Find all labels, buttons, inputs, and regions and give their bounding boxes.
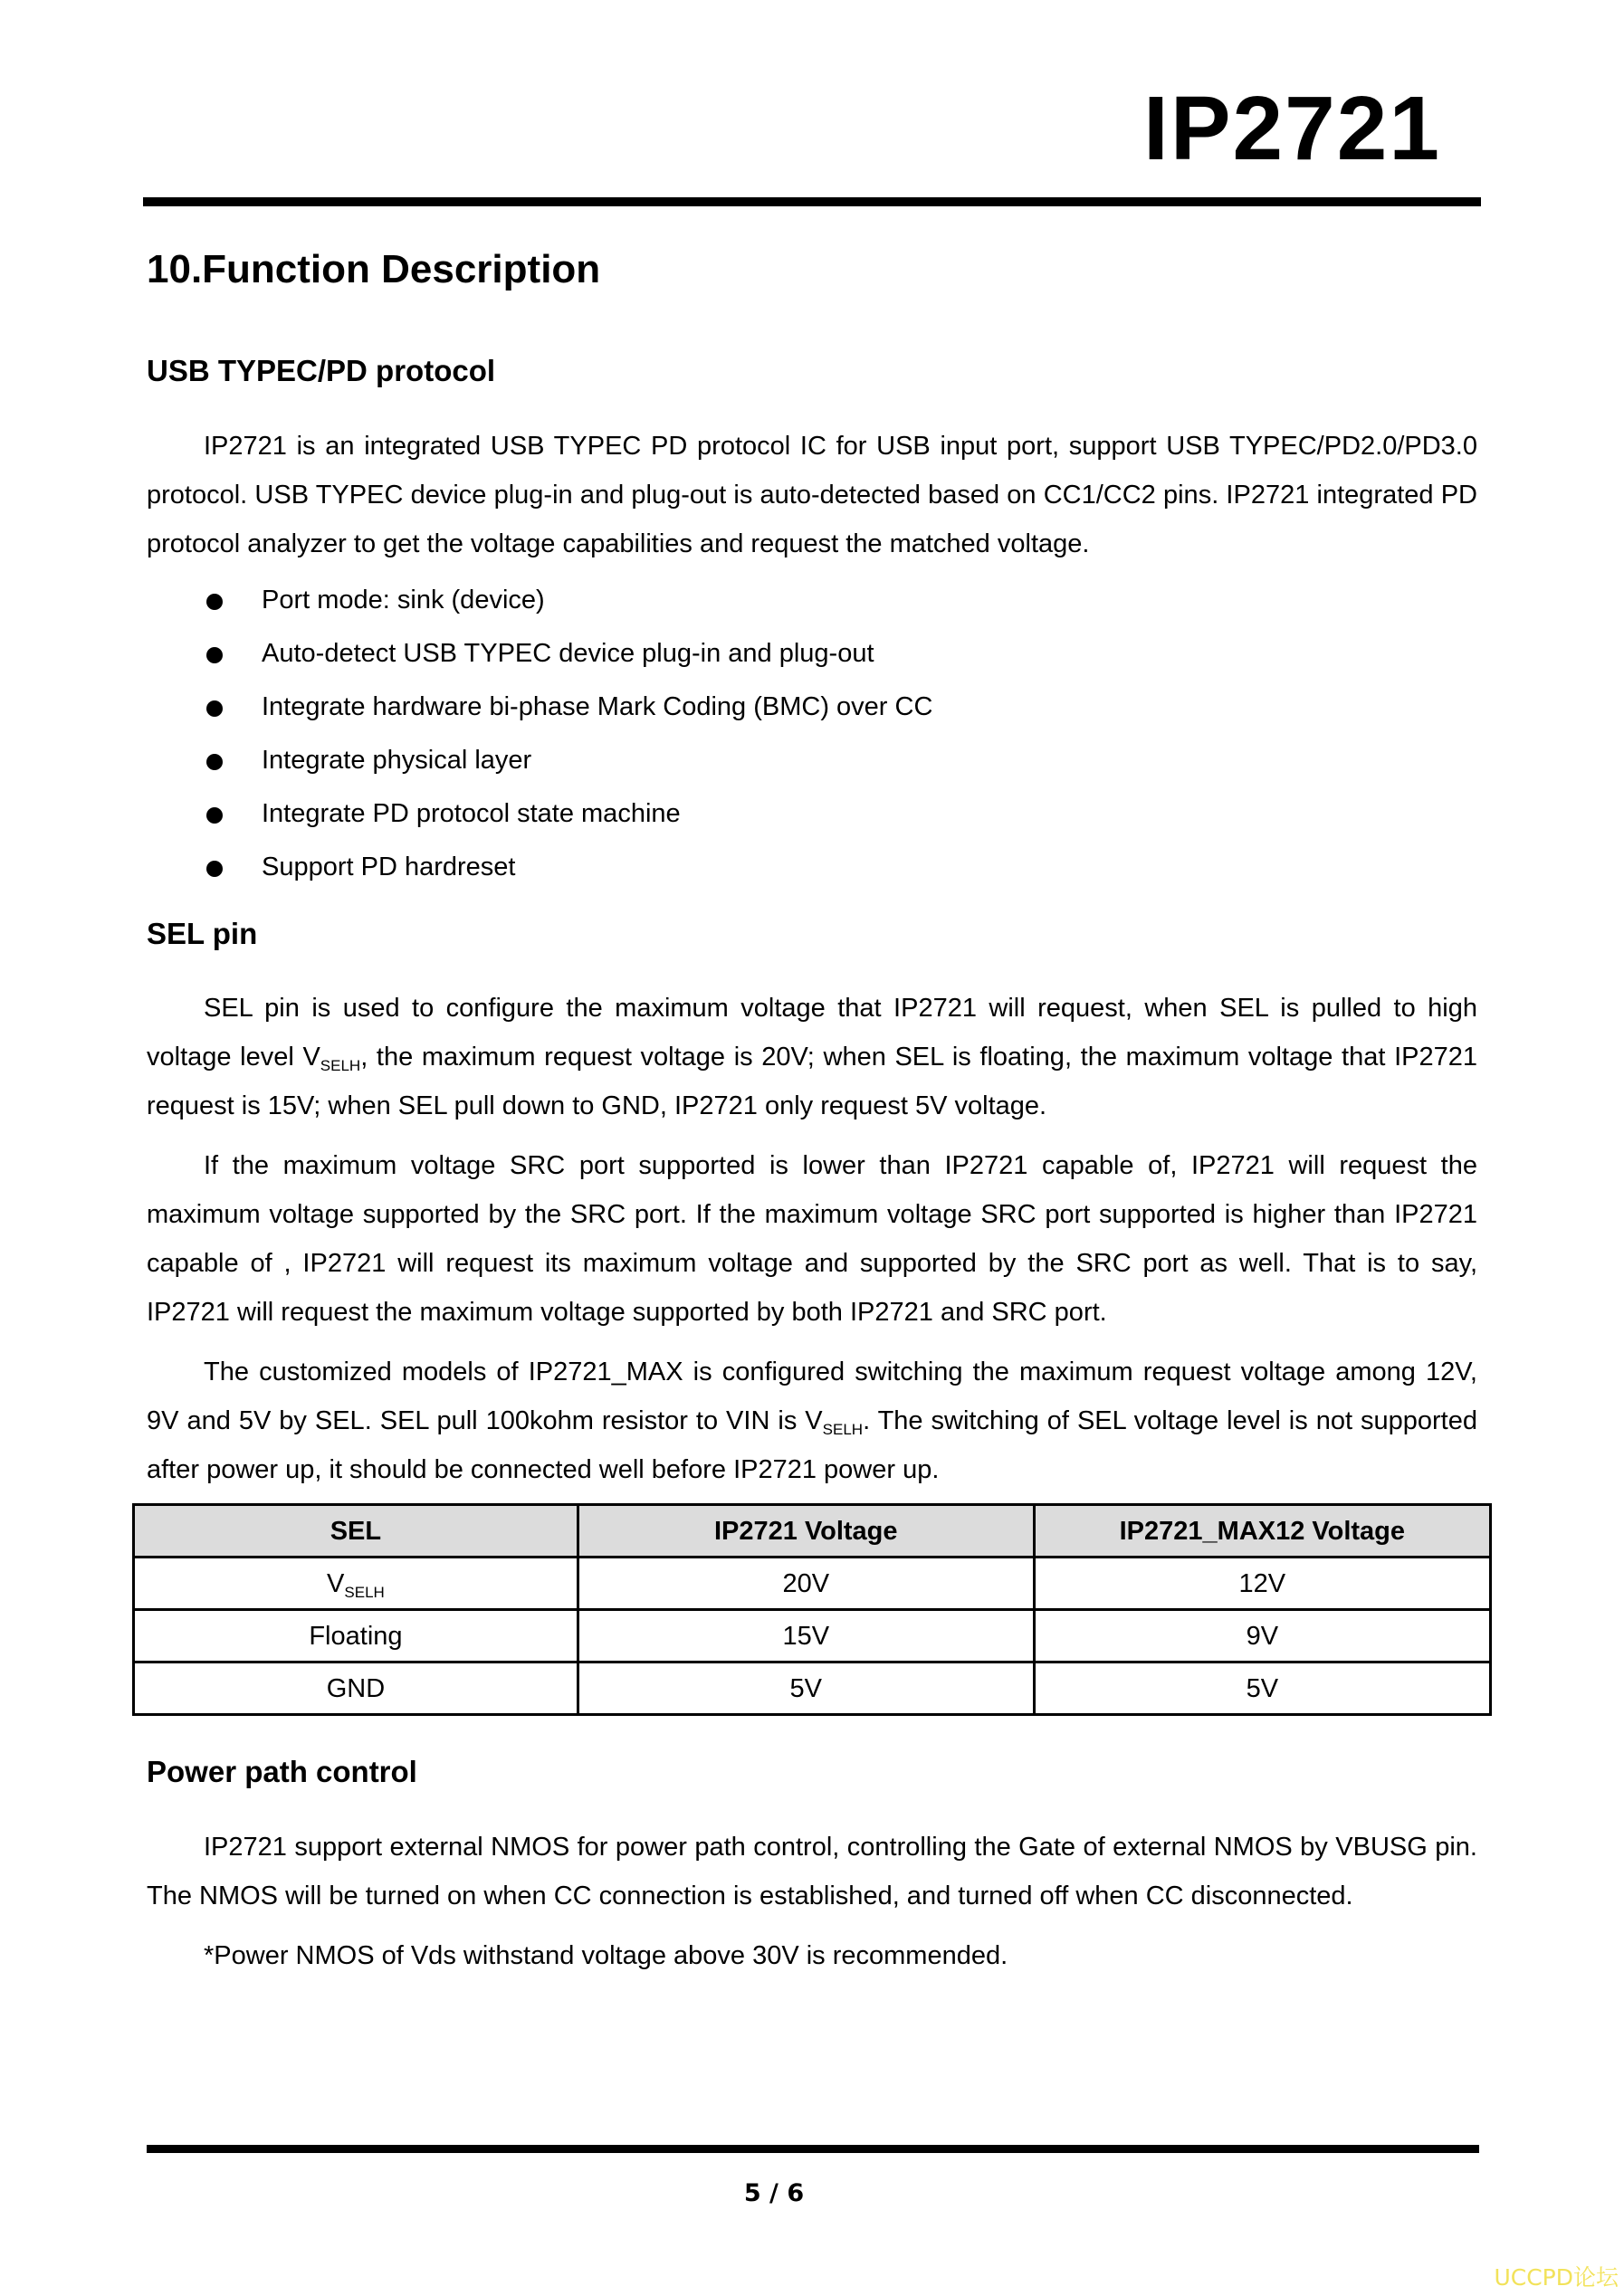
bullet-icon bbox=[206, 807, 223, 824]
table-cell: GND bbox=[134, 1662, 578, 1715]
table-cell: 5V bbox=[578, 1662, 1034, 1715]
column-header: IP2721 Voltage bbox=[578, 1505, 1034, 1558]
table-row bbox=[134, 1558, 1491, 1610]
section-title: 10.Function Description bbox=[147, 247, 601, 291]
list-item: Integrate hardware bi-phase Mark Coding (BMC) over CC bbox=[147, 682, 1477, 736]
watermark-logo: UCCPD论坛 bbox=[1494, 2264, 1619, 2291]
feature-list bbox=[147, 576, 1477, 896]
list-item: Integrate physical layer bbox=[147, 736, 1477, 789]
bullet-icon bbox=[206, 861, 223, 877]
document-title: IP2721 bbox=[1143, 78, 1441, 179]
column-header: IP2721_MAX12 Voltage bbox=[1034, 1505, 1490, 1558]
power-heading: Power path control bbox=[147, 1755, 417, 1789]
sel-paragraph-2: If the maximum voltage SRC port supported is lower than IP2721 capable of, IP2721 will request the maximum voltage supported by the SRC port. If the maximum voltage SRC port supported is higher than IP2721 capable of , IP2721 will request its maximum voltage and supported by the SRC port as well. That is to say, IP2721 will request the maximum voltage supported by both IP2721 and SRC port. bbox=[147, 1151, 1477, 1328]
list-item: Auto-detect USB TYPEC device plug-in and plug-out bbox=[147, 629, 1477, 682]
usb-heading: USB TYPEC/PD protocol bbox=[147, 354, 496, 387]
sel-heading: SEL pin bbox=[147, 916, 258, 950]
table-cell: 12V bbox=[1034, 1558, 1490, 1610]
list-item: Port mode: sink (device) bbox=[147, 576, 1477, 629]
sel-paragraph-3: The customized models of IP2721_MAX is configured switching the maximum request voltage among 12V, 9V and 5V by SEL. SEL pull 100kohm resistor to VIN is $V_{SELH}$. The switching of SEL voltage level is not supported after power up, it should be connected well before IP2721 power up. bbox=[147, 1358, 1477, 1485]
bullet-icon bbox=[206, 647, 223, 663]
list-item: Integrate PD protocol state machine bbox=[147, 789, 1477, 843]
list-item: Support PD hardreset bbox=[147, 843, 1477, 896]
table-cell: 9V bbox=[1034, 1610, 1490, 1662]
column-header: SEL bbox=[134, 1505, 578, 1558]
page-number: 5 / 6 bbox=[743, 2179, 805, 2207]
usb-paragraph: IP2721 is an integrated USB TYPEC PD protocol IC for USB input port, support USB TYPEC/PD2.0/PD3.0 protocol. USB TYPEC device plug-in and plug-out is auto-detected based on CC1/CC2 pins. IP2721 integrated PD protocol analyzer to get the voltage capabilities and request the matched voltage. bbox=[147, 431, 1477, 558]
content-body bbox=[147, 353, 1477, 1980]
power-paragraph-2: *Power NMOS of Vds withstand voltage above 30V is recommended. bbox=[204, 1940, 1008, 1970]
table-row bbox=[134, 1610, 1491, 1662]
header-rule bbox=[143, 197, 1481, 206]
table-header-row bbox=[134, 1505, 1491, 1558]
table-cell: $V_{SELH}$ bbox=[134, 1558, 578, 1610]
table-cell: 5V bbox=[1034, 1662, 1490, 1715]
table-cell: Floating bbox=[134, 1610, 578, 1662]
table-cell: 20V bbox=[578, 1558, 1034, 1610]
table-cell: 15V bbox=[578, 1610, 1034, 1662]
table-row bbox=[134, 1662, 1491, 1715]
bullet-icon bbox=[206, 594, 223, 610]
sel-voltage-table bbox=[132, 1503, 1492, 1716]
sel-paragraph-1: SEL pin is used to configure the maximum voltage that IP2721 will request, when SEL is pulled to high voltage level $V_{SELH}$, the maximum request voltage is 20V; when SEL is floating, the maximum voltage that IP2721 request is 15V; when SEL pull down to GND, IP2721 only request 5V voltage. bbox=[147, 994, 1477, 1121]
bullet-icon bbox=[206, 754, 223, 770]
power-paragraph-1: IP2721 support external NMOS for power path control, controlling the Gate of external NMOS by VBUSG pin. The NMOS will be turned on when CC connection is established, and turned off when CC disconnected. bbox=[147, 1832, 1477, 1910]
footer-rule bbox=[147, 2145, 1479, 2153]
bullet-icon bbox=[206, 700, 223, 717]
